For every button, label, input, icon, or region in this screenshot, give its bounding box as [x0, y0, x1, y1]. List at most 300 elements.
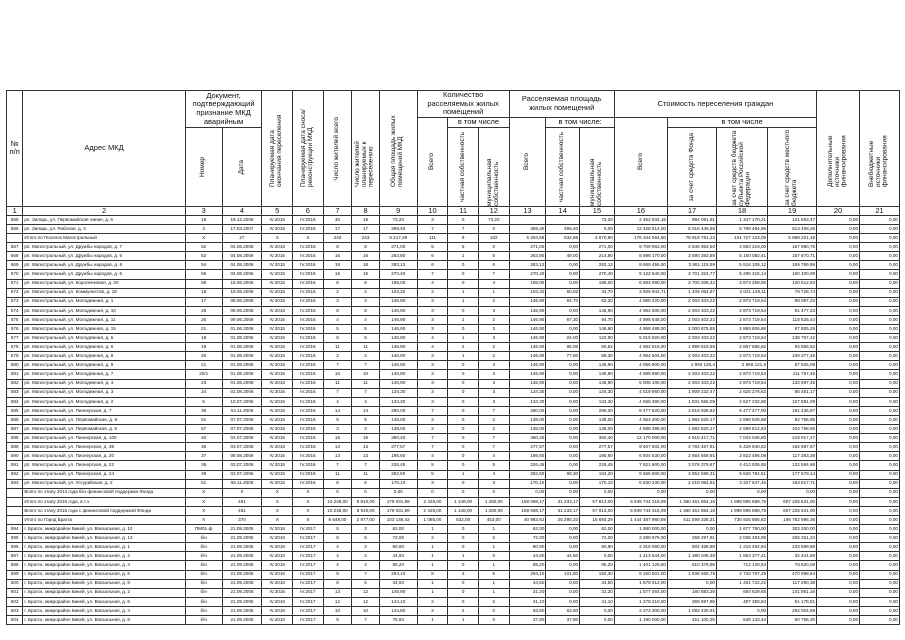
table-cell: 144,10: [379, 597, 417, 606]
table-cell: 9: [323, 616, 352, 625]
table-cell: 0,00: [860, 343, 900, 352]
table-cell: 169 068,17: [509, 497, 546, 506]
header-cost-local: за счет средств местного бюджета: [768, 127, 817, 206]
table-cell: IV.2016: [293, 361, 324, 370]
table-cell: 2: [417, 425, 448, 434]
table-cell: IV.2017: [293, 606, 324, 615]
table-cell: 21.09.2005: [222, 588, 262, 597]
table-cell: 4 962 516,00: [614, 343, 667, 352]
table-cell: IV.2016: [293, 434, 324, 443]
table-cell: 11: [323, 470, 352, 479]
table-cell: X: [185, 506, 222, 515]
table-cell: IV.2016: [293, 315, 324, 324]
table-cell: 15 693,29: [580, 515, 615, 524]
table-cell: 4 988 880,00: [614, 370, 667, 379]
header-offbudget: Внебюджетные источники финансирования: [860, 91, 900, 207]
table-cell: 04.11.2006: [222, 406, 262, 415]
table-cell: 461: [222, 497, 262, 506]
table-cell: 0,00: [817, 279, 860, 288]
table-cell: 6: [323, 579, 352, 588]
table-cell: 0,00: [546, 397, 580, 406]
table-cell: [7, 506, 23, 515]
table-cell: 196 782 996,36: [768, 515, 817, 524]
table-cell: IV.2015: [262, 288, 293, 297]
table-cell: IV.2016: [293, 443, 324, 452]
table-cell: 0,00: [817, 297, 860, 306]
table-cell: 49,00: [546, 252, 580, 261]
table-cell: 0,00: [546, 243, 580, 252]
table-cell: 87 525,09: [768, 361, 817, 370]
table-row: [7, 606, 900, 615]
table-cell: 37,80: [546, 616, 580, 625]
table-cell: 5: [478, 461, 509, 470]
table-cell: 179 031,99: [379, 506, 417, 515]
table-cell: 0,00: [817, 352, 860, 361]
table-cell: 0,00: [817, 606, 860, 615]
table-cell: 0,00: [860, 279, 900, 288]
table-cell: 12: [323, 597, 352, 606]
table-cell: 270,40: [509, 270, 546, 279]
column-number-cell: 21: [860, 206, 900, 215]
table-cell: 1: [417, 552, 448, 561]
header-area-total: Всего: [509, 117, 546, 206]
table-cell: 1: [448, 352, 479, 361]
table-cell: 44,50: [509, 579, 546, 588]
table-cell: 266 251,34: [768, 534, 817, 543]
table-cell: 3: [323, 297, 352, 306]
table-cell: 0,00: [860, 370, 900, 379]
table-cell: 453,00: [478, 515, 509, 524]
table-cell: 10: [352, 606, 380, 615]
table-cell: 2 873 719,54: [717, 379, 768, 388]
table-cell: 3: [417, 352, 448, 361]
table-cell: 7: [478, 406, 509, 415]
table-cell: 3: [352, 297, 380, 306]
table-cell: 0,00: [817, 515, 860, 524]
table-cell: 04.08.2006: [222, 252, 262, 261]
table-cell: 0,00: [667, 488, 716, 497]
table-cell: 566: [7, 224, 23, 233]
table-cell: IV.2015: [262, 425, 293, 434]
table-cell: 62,00: [379, 525, 417, 534]
table-cell: 3: [417, 325, 448, 334]
table-cell: 5 016 446,56: [667, 224, 716, 233]
table-cell: 0,00: [860, 234, 900, 243]
table-cell: 160 400,09: [768, 270, 817, 279]
table-cell: 654 629,65: [717, 588, 768, 597]
table-cell: 0,00: [546, 279, 580, 288]
table-cell: [7, 234, 23, 243]
table-cell: 2 869 806,86: [717, 325, 768, 334]
table-cell: 39: [185, 470, 222, 479]
table-cell: 3 509 942,71: [614, 288, 667, 297]
table-cell: 7 621 900,00: [614, 461, 667, 470]
table-cell: рп. Магистральный, ул. Дружбы народов, д. 6: [23, 270, 185, 279]
table-cell: 170,10: [580, 479, 615, 488]
table-cell: 0,00: [817, 215, 860, 224]
table-cell: 1: [448, 552, 479, 561]
table-cell: 19: [185, 343, 222, 352]
table-cell: 03.07.2006: [222, 470, 262, 479]
table-cell: 183 617,71: [768, 479, 817, 488]
table-cell: 5: [323, 325, 352, 334]
table-cell: 0,00: [546, 561, 580, 570]
table-cell: 138,00: [580, 425, 615, 434]
table-cell: 0,00: [817, 325, 860, 334]
header-cost-incl: в том числе: [667, 117, 816, 127]
table-cell: 36: [185, 443, 222, 452]
table-cell: 0,00: [546, 534, 580, 543]
table-row: [7, 470, 900, 479]
table-cell: 21: [185, 325, 222, 334]
table-cell: 591: [7, 461, 23, 470]
table-cell: 19: [323, 261, 352, 270]
table-cell: 5 830 230,00: [614, 479, 667, 488]
table-cell: IV.2016: [293, 397, 324, 406]
table-cell: 4 863 319,00: [717, 243, 768, 252]
table-cell: 0,00: [614, 488, 667, 497]
table-cell: 2 873 719,54: [717, 315, 768, 324]
table-cell: 6: [417, 261, 448, 270]
table-cell: 5 477 477,00: [717, 406, 768, 415]
table-cell: 101 727 123,06: [717, 234, 768, 243]
table-cell: 134,30: [379, 397, 417, 406]
table-cell: 7: [417, 434, 448, 443]
table-cell: 85,20: [580, 561, 615, 570]
table-cell: 8: [352, 279, 380, 288]
table-cell: 8 910,00: [352, 497, 380, 506]
table-cell: 0: [448, 543, 479, 552]
table-cell: 0: [448, 452, 479, 461]
table-cell: 57 813,00: [580, 497, 615, 506]
table-cell: 72,00: [580, 534, 615, 543]
table-cell: 132 584,66: [768, 461, 817, 470]
table-cell: 4: [478, 452, 509, 461]
register-table-container: [6, 90, 900, 625]
table-cell: 2: [478, 425, 509, 434]
table-cell: 277,57: [379, 443, 417, 452]
table-cell: 08.08.2006: [222, 452, 262, 461]
table-cell: 0,00: [817, 561, 860, 570]
table-cell: 146,90: [379, 306, 417, 315]
table-cell: IV.2016: [262, 561, 293, 570]
column-number-row: [7, 206, 900, 215]
table-cell: 584: [7, 397, 23, 406]
table-cell: 0,00: [817, 270, 860, 279]
table-cell: 102: [478, 234, 509, 243]
table-cell: 1 280,00: [478, 506, 509, 515]
table-cell: 904 468,88: [667, 543, 716, 552]
table-cell: 04.08.2006: [222, 261, 262, 270]
table-cell: 4: [352, 315, 380, 324]
table-row: [7, 388, 900, 397]
table-cell: 7: [352, 388, 380, 397]
table-cell: 569: [7, 261, 23, 270]
table-row: [7, 361, 900, 370]
table-cell: 146,90: [580, 306, 615, 315]
table-cell: 2 699 812,83: [717, 425, 768, 434]
table-cell: 1: [478, 561, 509, 570]
table-cell: 0: [448, 588, 479, 597]
table-cell: 607 225 631,00: [768, 506, 817, 515]
table-cell: 7: [352, 461, 380, 470]
table-cell: 6: [417, 252, 448, 261]
table-cell: 632,00: [448, 515, 479, 524]
table-cell: 80,90: [580, 543, 615, 552]
table-cell: 0,00: [817, 597, 860, 606]
table-cell: IV.2015: [262, 461, 293, 470]
table-cell: 4: [478, 279, 509, 288]
table-cell: 0: [448, 561, 479, 570]
table-cell: 0,00: [546, 588, 580, 597]
table-cell: IV.2015: [262, 479, 293, 488]
table-cell: 3: [417, 479, 448, 488]
table-cell: 4 958 488,00: [614, 325, 667, 334]
table-cell: 2: [323, 288, 352, 297]
table-cell: IV.2015: [262, 397, 293, 406]
table-cell: 0,00: [817, 361, 860, 370]
table-cell: б/н: [185, 552, 222, 561]
table-cell: 2 003 403,22: [667, 306, 716, 315]
table-cell: 103,32: [379, 288, 417, 297]
table-cell: 0,00: [860, 597, 900, 606]
table-cell: рп. Магистральный, ул. Короленковая, д. 20: [23, 279, 185, 288]
table-cell: IV.2017: [293, 525, 324, 534]
table-cell: 57: [185, 425, 222, 434]
table-cell: 4 412 935,65: [717, 461, 768, 470]
table-cell: 0,00: [860, 452, 900, 461]
table-cell: 0,00: [860, 506, 900, 515]
table-cell: X: [185, 488, 222, 497]
table-cell: 1 085,00: [417, 515, 448, 524]
table-cell: 1: [478, 288, 509, 297]
table-cell: 8: [323, 243, 352, 252]
table-cell: 8 910,00: [352, 506, 380, 515]
table-cell: 575: [7, 315, 23, 324]
subtotal-row: [7, 488, 900, 497]
table-cell: 0,00: [546, 579, 580, 588]
table-row: [7, 334, 900, 343]
table-cell: IV.2017: [293, 552, 324, 561]
table-cell: 1 409 064,87: [667, 288, 716, 297]
table-cell: 01.08.2006: [222, 343, 262, 352]
table-cell: 1 380 461 854,16: [667, 506, 716, 515]
table-cell: 60,82: [580, 343, 615, 352]
header-document: Документ, подтверждающий признание МКД аварийным: [185, 91, 262, 128]
table-cell: рп. Магистральный, ул. Пионерская, д. 7: [23, 406, 185, 415]
table-cell: 6: [352, 534, 380, 543]
table-cell: 21.09.2005: [222, 616, 262, 625]
table-cell: рп. Магистральный, ул. Пионерская, д. 20: [23, 452, 185, 461]
table-cell: г. Братск, микрорайон Бикей, ул. Вокзальная, д. 6: [23, 597, 185, 606]
table-cell: 41,10: [580, 597, 615, 606]
table-cell: 03.07.2006: [222, 434, 262, 443]
table-cell: 3: [478, 388, 509, 397]
table-cell: 1 882 820,17: [667, 425, 716, 434]
table-cell: рп. Магистральный, ул. Молодежная, д. 4: [23, 379, 185, 388]
table-cell: 01.06.2006: [222, 325, 262, 334]
table-cell: [7, 497, 23, 506]
header-additional: Дополнительные источники финансирования: [817, 91, 860, 207]
table-cell: 577: [7, 334, 23, 343]
table-cell: 1 216 492,84: [717, 543, 768, 552]
table-cell: 192,30: [580, 570, 615, 579]
table-cell: 0,00: [817, 388, 860, 397]
table-cell: 146,90: [580, 325, 615, 334]
table-cell: 20: [185, 352, 222, 361]
table-cell: 7: [352, 570, 380, 579]
table-cell: 23: [185, 379, 222, 388]
table-cell: 5: [352, 579, 380, 588]
table-cell: 78 918 781,23: [667, 234, 716, 243]
table-cell: 598: [7, 561, 23, 570]
table-cell: 2: [417, 597, 448, 606]
table-cell: 2 732 767,25: [717, 570, 768, 579]
table-cell: 73,20: [580, 215, 615, 224]
table-cell: рп. Зиларь, ул. Первомайская линия, д. 6: [23, 215, 185, 224]
table-cell: 583: [7, 388, 23, 397]
table-cell: 648 133,44: [717, 616, 768, 625]
table-cell: 20/1: [185, 370, 222, 379]
table-cell: 62,00: [580, 525, 615, 534]
table-cell: 0,00: [860, 288, 900, 297]
table-cell: 134,30: [509, 397, 546, 406]
table-cell: 138,00: [509, 415, 546, 424]
table-cell: 0,00: [817, 452, 860, 461]
table-cell: 613 408,26: [768, 224, 817, 233]
table-cell: 585: [7, 406, 23, 415]
table-cell: рп. Магистральный, ул. Молодежная, д. 5: [23, 334, 185, 343]
table-cell: 3: [417, 306, 448, 315]
table-cell: 2: [352, 552, 380, 561]
table-cell: 2: [417, 534, 448, 543]
table-cell: 0,00: [817, 234, 860, 243]
table-cell: 0,00: [817, 552, 860, 561]
table-cell: 0,00: [860, 470, 900, 479]
table-cell: IV.2016: [262, 543, 293, 552]
table-cell: 4 566 380,00: [614, 397, 667, 406]
table-cell: 2 462 934,15: [614, 215, 667, 224]
table-cell: IV.2015: [262, 252, 293, 261]
table-cell: 12 428 514,00: [614, 224, 667, 233]
table-cell: рп. Магистральный, ул. Коммунистов, д. 18: [23, 288, 185, 297]
table-cell: 138,00: [509, 425, 546, 434]
table-cell: 0,00: [860, 497, 900, 506]
table-cell: 280,00: [379, 406, 417, 415]
table-cell: 0,00: [860, 543, 900, 552]
table-cell: 580: [7, 361, 23, 370]
table-cell: 12: [352, 597, 380, 606]
table-cell: 5: [417, 461, 448, 470]
table-cell: 17: [352, 224, 380, 233]
table-cell: 3: [417, 297, 448, 306]
table-cell: IV.2016: [293, 224, 324, 233]
table-cell: 233 599,88: [768, 543, 817, 552]
table-cell: 12 170 000,00: [614, 434, 667, 443]
table-cell: 1 579 012,00: [614, 579, 667, 588]
table-cell: 01.08.2006: [222, 352, 262, 361]
table-cell: 8: [352, 415, 380, 424]
table-cell: 0,00: [860, 606, 900, 615]
table-cell: 37,80: [509, 616, 546, 625]
table-cell: 0,00: [860, 297, 900, 306]
table-cell: рп. Магистральный, ул. Молодежная, д. 11: [23, 315, 185, 324]
table-cell: 192 987,57: [768, 443, 817, 452]
table-row: [7, 452, 900, 461]
table-cell: 582: [7, 379, 23, 388]
table-cell: 604: [7, 616, 23, 625]
table-cell: 283,12: [580, 261, 615, 270]
table-cell: 60,02: [546, 288, 580, 297]
table-cell: 8: [323, 306, 352, 315]
table-cell: 3: [417, 388, 448, 397]
table-cell: 0,00: [860, 361, 900, 370]
table-cell: 0: [448, 261, 479, 270]
table-cell: IV.2016: [293, 215, 324, 224]
table-cell: 72,00: [379, 534, 417, 543]
header-rooms-incl: в том числе: [448, 117, 509, 127]
table-cell: 10: [323, 370, 352, 379]
table-row: [7, 434, 900, 443]
table-cell: X: [185, 515, 222, 524]
table-cell: 8: [323, 415, 352, 424]
table-cell: б/н: [185, 597, 222, 606]
table-cell: Итого по Поселок Магистральный: [23, 234, 185, 243]
table-cell: 27: [222, 234, 262, 243]
table-cell: б/н: [185, 570, 222, 579]
column-number-cell: 12: [478, 206, 509, 215]
table-cell: IV.2015: [262, 306, 293, 315]
table-cell: 55: [185, 270, 222, 279]
table-cell: 9: [448, 234, 479, 243]
table-cell: 5 526 784,51: [717, 470, 768, 479]
table-cell: 282,50: [379, 470, 417, 479]
table-cell: рп. Магистральный, ул. Дружбы народов, д. 8: [23, 261, 185, 270]
table-cell: 1: [417, 561, 448, 570]
table-row: [7, 579, 900, 588]
table-cell: 292 004,59: [768, 606, 817, 615]
table-cell: 0,00: [817, 479, 860, 488]
table-cell: 3 546 963,50: [667, 243, 716, 252]
table-cell: 4: [478, 470, 509, 479]
table-cell: 0: [448, 525, 479, 534]
table-cell: 146,90: [509, 379, 546, 388]
table-cell: 0,00: [717, 606, 768, 615]
table-cell: 5: [417, 470, 448, 479]
table-cell: рп. Магистральный, ул. Молодежная, д. 8: [23, 352, 185, 361]
column-number-cell: 11: [448, 206, 479, 215]
table-cell: г. Братск, микрорайон Бикей, ул. Вокзальная, д. 2: [23, 552, 185, 561]
table-row: [7, 315, 900, 324]
table-cell: 1 380 461 854,16: [667, 497, 716, 506]
table-cell: 1 148,00: [448, 506, 479, 515]
table-cell: 5 005 100,00: [614, 379, 667, 388]
table-row: [7, 479, 900, 488]
table-cell: 280,00: [580, 406, 615, 415]
table-cell: IV.2016: [262, 616, 293, 625]
table-cell: 3 701 324,77: [667, 270, 716, 279]
table-cell: 1 938 665,75: [667, 570, 716, 579]
table-cell: 3 590 383,88: [667, 252, 716, 261]
table-cell: 11: [352, 343, 380, 352]
table-cell: 2 977,00: [352, 515, 380, 524]
table-cell: 3: [448, 570, 479, 579]
table-cell: 37: [185, 452, 222, 461]
table-cell: 594: [7, 525, 23, 534]
table-cell: 0,00: [546, 415, 580, 424]
table-cell: X: [293, 497, 324, 506]
table-cell: 5: [417, 243, 448, 252]
